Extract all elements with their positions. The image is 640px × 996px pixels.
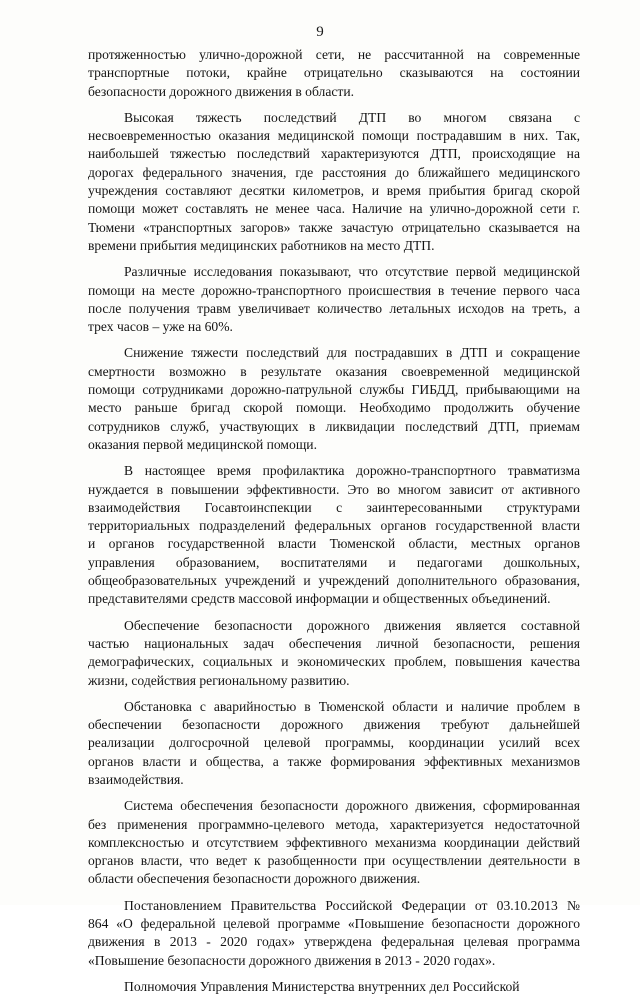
text-line: Обеспечение безопасности дорожного движения является составной xyxy=(124,617,580,633)
text-line: комплексностью и отсутствием эффективного механизма координации действий xyxy=(88,834,580,850)
paragraph-spacer xyxy=(88,336,580,344)
paragraph xyxy=(88,698,580,789)
text-line: место раньше бригад скорой помощи. Необходимо продолжить обучение xyxy=(88,400,580,416)
text-line: Обстановка с аварийностью в Тюменской области и наличие проблем в xyxy=(124,698,580,714)
text-line: смертности возможно в результате оказания своевременной медицинской xyxy=(88,363,580,379)
text-line: учреждения составляют десятки километров, и время прибытия бригад скорой xyxy=(88,183,580,199)
paragraph-spacer xyxy=(88,101,580,109)
text-line: общеобразовательных учреждений и учреждений дополнительного образования, xyxy=(88,573,580,589)
text-line: Постановлением Правительства Российской Федерации от 03.10.2013 № xyxy=(124,897,580,913)
text-line: протяженностью улично-дорожной сети, не рассчитанной на современные xyxy=(88,47,580,62)
text-line: представителями средств массовой информации и общественных объединений. xyxy=(88,591,551,607)
text-line: территориальных подразделений федеральных органов государственной власти xyxy=(88,518,580,534)
paragraph xyxy=(88,263,580,336)
document-body xyxy=(88,46,580,996)
text-line: помощи может составлять не менее часа. Наличие на улично-дорожной сети г. xyxy=(88,201,580,217)
paragraph-spacer xyxy=(88,690,580,698)
paragraph-spacer xyxy=(88,454,580,462)
text-line: и органов государственной власти Тюменской области, местных органов xyxy=(88,536,580,552)
paragraph xyxy=(88,46,580,101)
text-line: жизни, содействия региональному развитию. xyxy=(88,672,350,688)
text-line: Высокая тяжесть последствий ДТП во многом связана с xyxy=(124,109,580,125)
paragraph xyxy=(88,344,580,454)
text-line: взаимодействия. xyxy=(88,771,184,787)
text-line: Тюмени «транспортных загоров» также зачастую отрицательно сказывается на xyxy=(88,219,580,235)
text-line: помощи сотрудниками дорожно-патрульной службы ГИБДД, прибывающими на xyxy=(88,382,580,398)
paragraph-spacer xyxy=(88,609,580,617)
paragraph xyxy=(88,617,580,690)
text-line: «Повышение безопасности дорожного движения в 2013 - 2020 годах». xyxy=(88,952,496,968)
text-line: области обеспечения безопасности дорожного движения. xyxy=(88,871,421,887)
text-line: трех часов – уже на 60%. xyxy=(88,319,233,335)
text-line: управления образованием, воспитателями и педагогами дошкольных, xyxy=(88,554,580,570)
paragraph xyxy=(88,462,580,608)
text-line: реализации долгосрочной целевой программы, координации усилий всех xyxy=(88,735,580,751)
paragraph-spacer xyxy=(88,970,580,978)
text-line: В настоящее время профилактика дорожно-транспортного травматизма xyxy=(124,463,580,479)
text-line: несвоевременностью оказания медицинской помощи пострадавшим в них. Так, xyxy=(88,128,580,144)
text-line: 864 «О федеральной целевой программе «Повышение безопасности дорожного xyxy=(88,916,580,932)
paragraph xyxy=(88,109,580,255)
text-line: обеспечении безопасности дорожного движения требуют дальнейшей xyxy=(88,717,580,733)
text-line: без применения программно-целевого метода, характеризуется недостаточной xyxy=(88,816,580,832)
paragraph xyxy=(88,897,580,970)
text-line: нуждается в повышении эффективности. Это во многом зависит от активного xyxy=(88,481,580,497)
text-line: после получения травм увеличивает количество летальных исходов на треть, а xyxy=(88,300,580,316)
paragraph-spacer xyxy=(88,789,580,797)
text-line: демографических, социальных и экономических проблем, повышения качества xyxy=(88,654,580,670)
text-line: дорогах федерального значения, где расстояния до ближайшего медицинского xyxy=(88,164,580,180)
text-line: помощи на месте дорожно-транспортного происшествия в течение первого часа xyxy=(88,282,580,298)
text-line: движения в 2013 - 2020 годах» утверждена федеральная целевая программа xyxy=(88,934,580,950)
text-line: Различные исследования показывают, что отсутствие первой медицинской xyxy=(124,264,580,280)
text-line: частью национальных задач обеспечения личной безопасности, решения xyxy=(88,635,580,651)
text-line: органов власти и общества, а также формирования эффективных механизмов xyxy=(88,753,580,769)
paragraph xyxy=(88,797,580,888)
text-line: органов власти, что ведет к разобщенности при осуществлении деятельности в xyxy=(88,853,580,869)
text-line: оказания первой медицинской помощи. xyxy=(88,436,317,452)
paragraph-spacer xyxy=(88,889,580,897)
text-line: наибольшей тяжестью последствий характеризуются ДТП, происходящие на xyxy=(88,146,580,162)
text-line: транспортные потоки, крайне отрицательно сказываются на состоянии xyxy=(88,65,580,81)
text-line: сотрудников служб, участвующих в ликвидации последствий ДТП, приемам xyxy=(88,418,580,434)
paragraph xyxy=(88,978,580,996)
text-line: безопасности дорожного движения в области. xyxy=(88,83,355,99)
text-line: времени прибытия медицинских работников на место ДТП. xyxy=(88,237,435,253)
page-number: 9 xyxy=(316,24,324,40)
text-line: Полномочия Управления Министерства внутренних дел Российской xyxy=(124,978,520,994)
paragraph-spacer xyxy=(88,255,580,263)
text-line: взаимодействия Госавтоинспекции с заинтересованными структурами xyxy=(88,499,580,515)
text-line: Снижение тяжести последствий для пострадавших в ДТП и сокращение xyxy=(124,345,580,361)
text-line: Система обеспечения безопасности дорожного движения, сформированная xyxy=(124,798,580,814)
